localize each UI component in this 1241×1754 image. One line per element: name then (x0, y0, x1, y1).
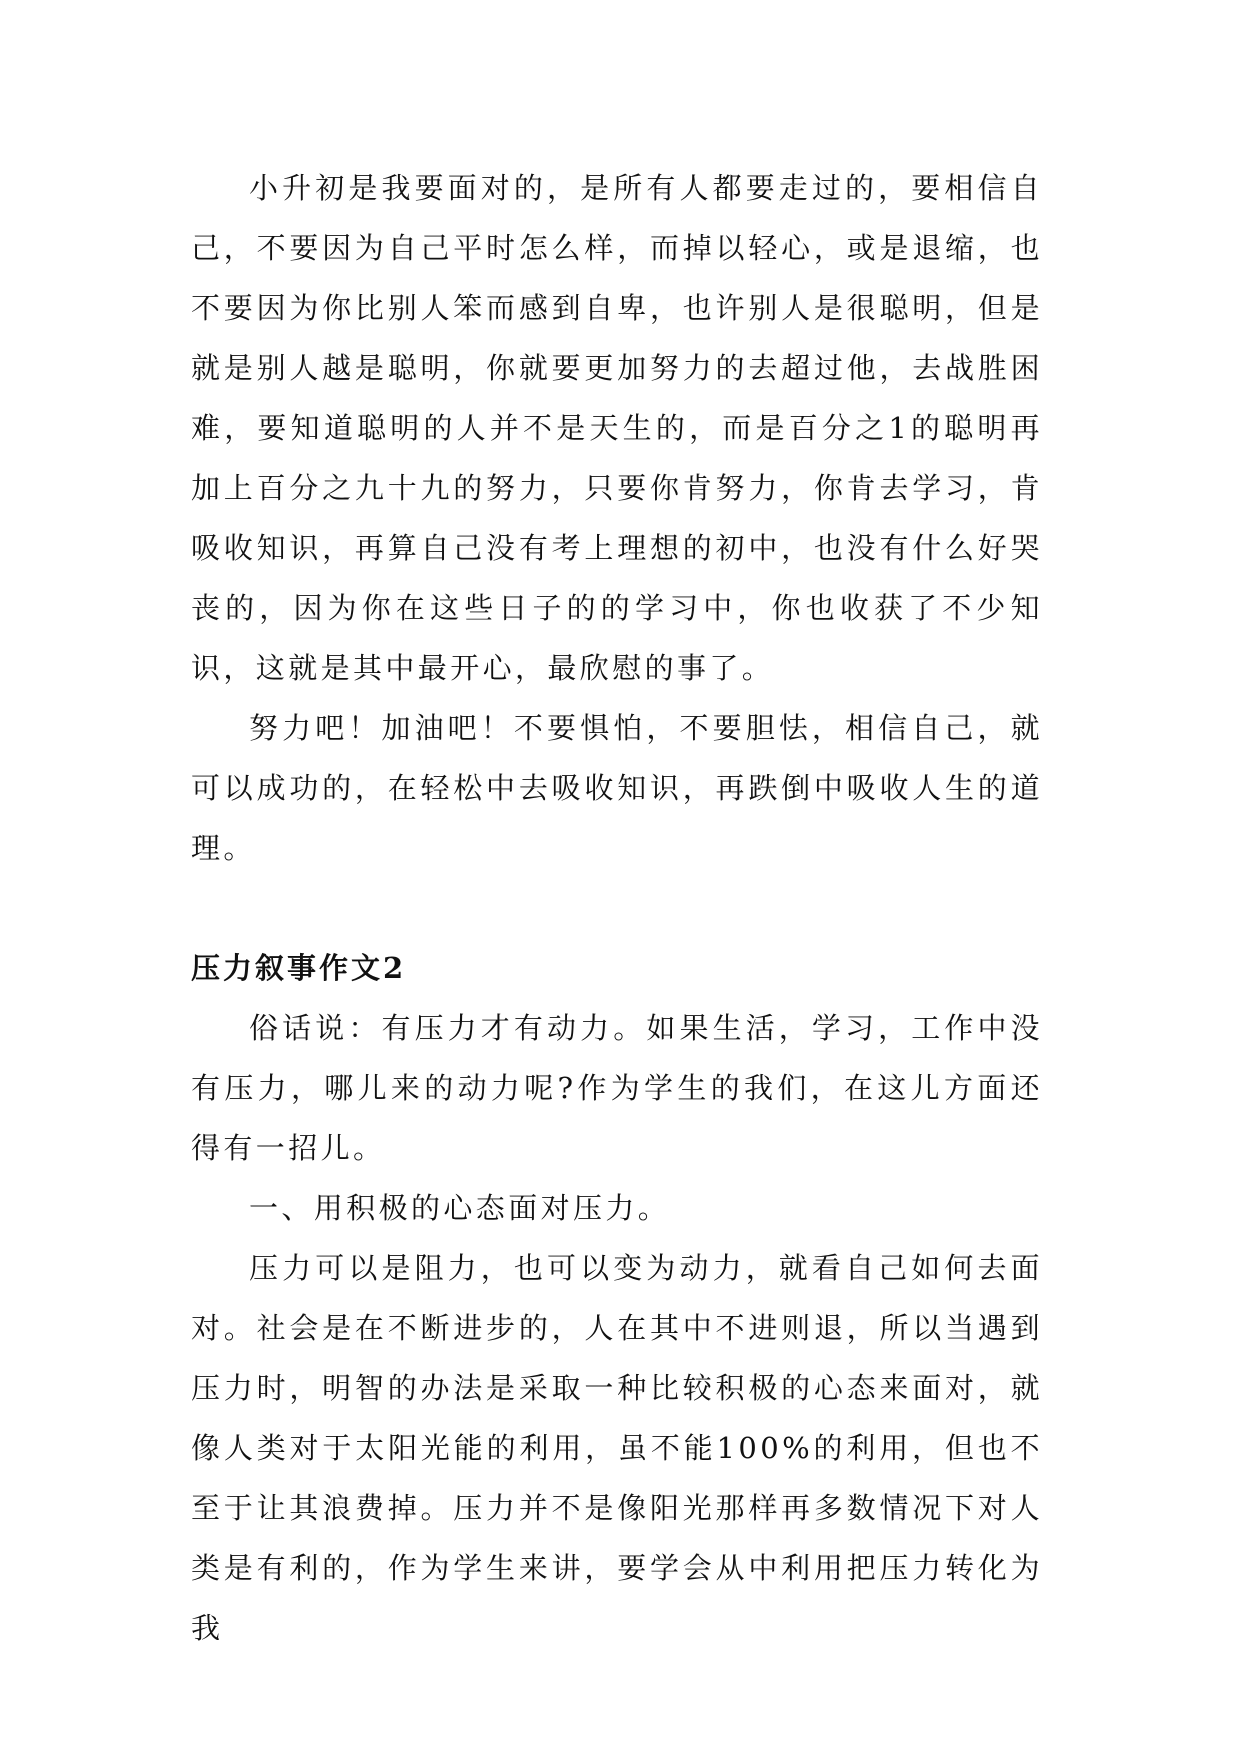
section-title: 压力叙事作文2 (191, 951, 407, 985)
list-heading: 一、用积极的心态面对压力。 (249, 1191, 671, 1225)
section-spacer (191, 878, 1043, 938)
document-body (191, 158, 1043, 1658)
paragraph: 小升初是我要面对的，是所有人都要走过的，要相信自己，不要因为自己平时怎么样，而掉以轻心，或是退缩，也不要因为你比别人笨而感到自卑，也许别人是很聪明，但是就是别人越是聪明，你就要更加努力的去超过他，去战胜困难，要知道聪明的人并不是天生的，而是百分之1的聪明再加上百分之九十九的努力，只要你肯努力，你肯去学习，肯吸收知识，再算自己没有考上理想的初中，也没有什么好哭丧的，因为你在这些日子的的学习中，你也收获了不少知识，这就是其中最开心，最欣慰的事了。 (191, 171, 1043, 685)
paragraph: 压力可以是阻力，也可以变为动力，就看自己如何去面对。社会是在不断进步的，人在其中不进则退，所以当遇到压力时，明智的办法是采取一种比较积极的心态来面对，就像人类对于太阳光能的利用，虽不能100%的利用，但也不至于让其浪费掉。压力并不是像阳光那样再多数情况下对人类是有利的，作为学生来讲，要学会从中利用把压力转化为我 (191, 1251, 1043, 1645)
paragraph: 努力吧！加油吧！不要惧怕，不要胆怯，相信自己，就可以成功的，在轻松中去吸收知识，再跌倒中吸收人生的道理。 (191, 711, 1043, 865)
paragraph: 俗话说：有压力才有动力。如果生活，学习，工作中没有压力，哪儿来的动力呢?作为学生的我们，在这儿方面还得有一招儿。 (191, 1011, 1043, 1165)
